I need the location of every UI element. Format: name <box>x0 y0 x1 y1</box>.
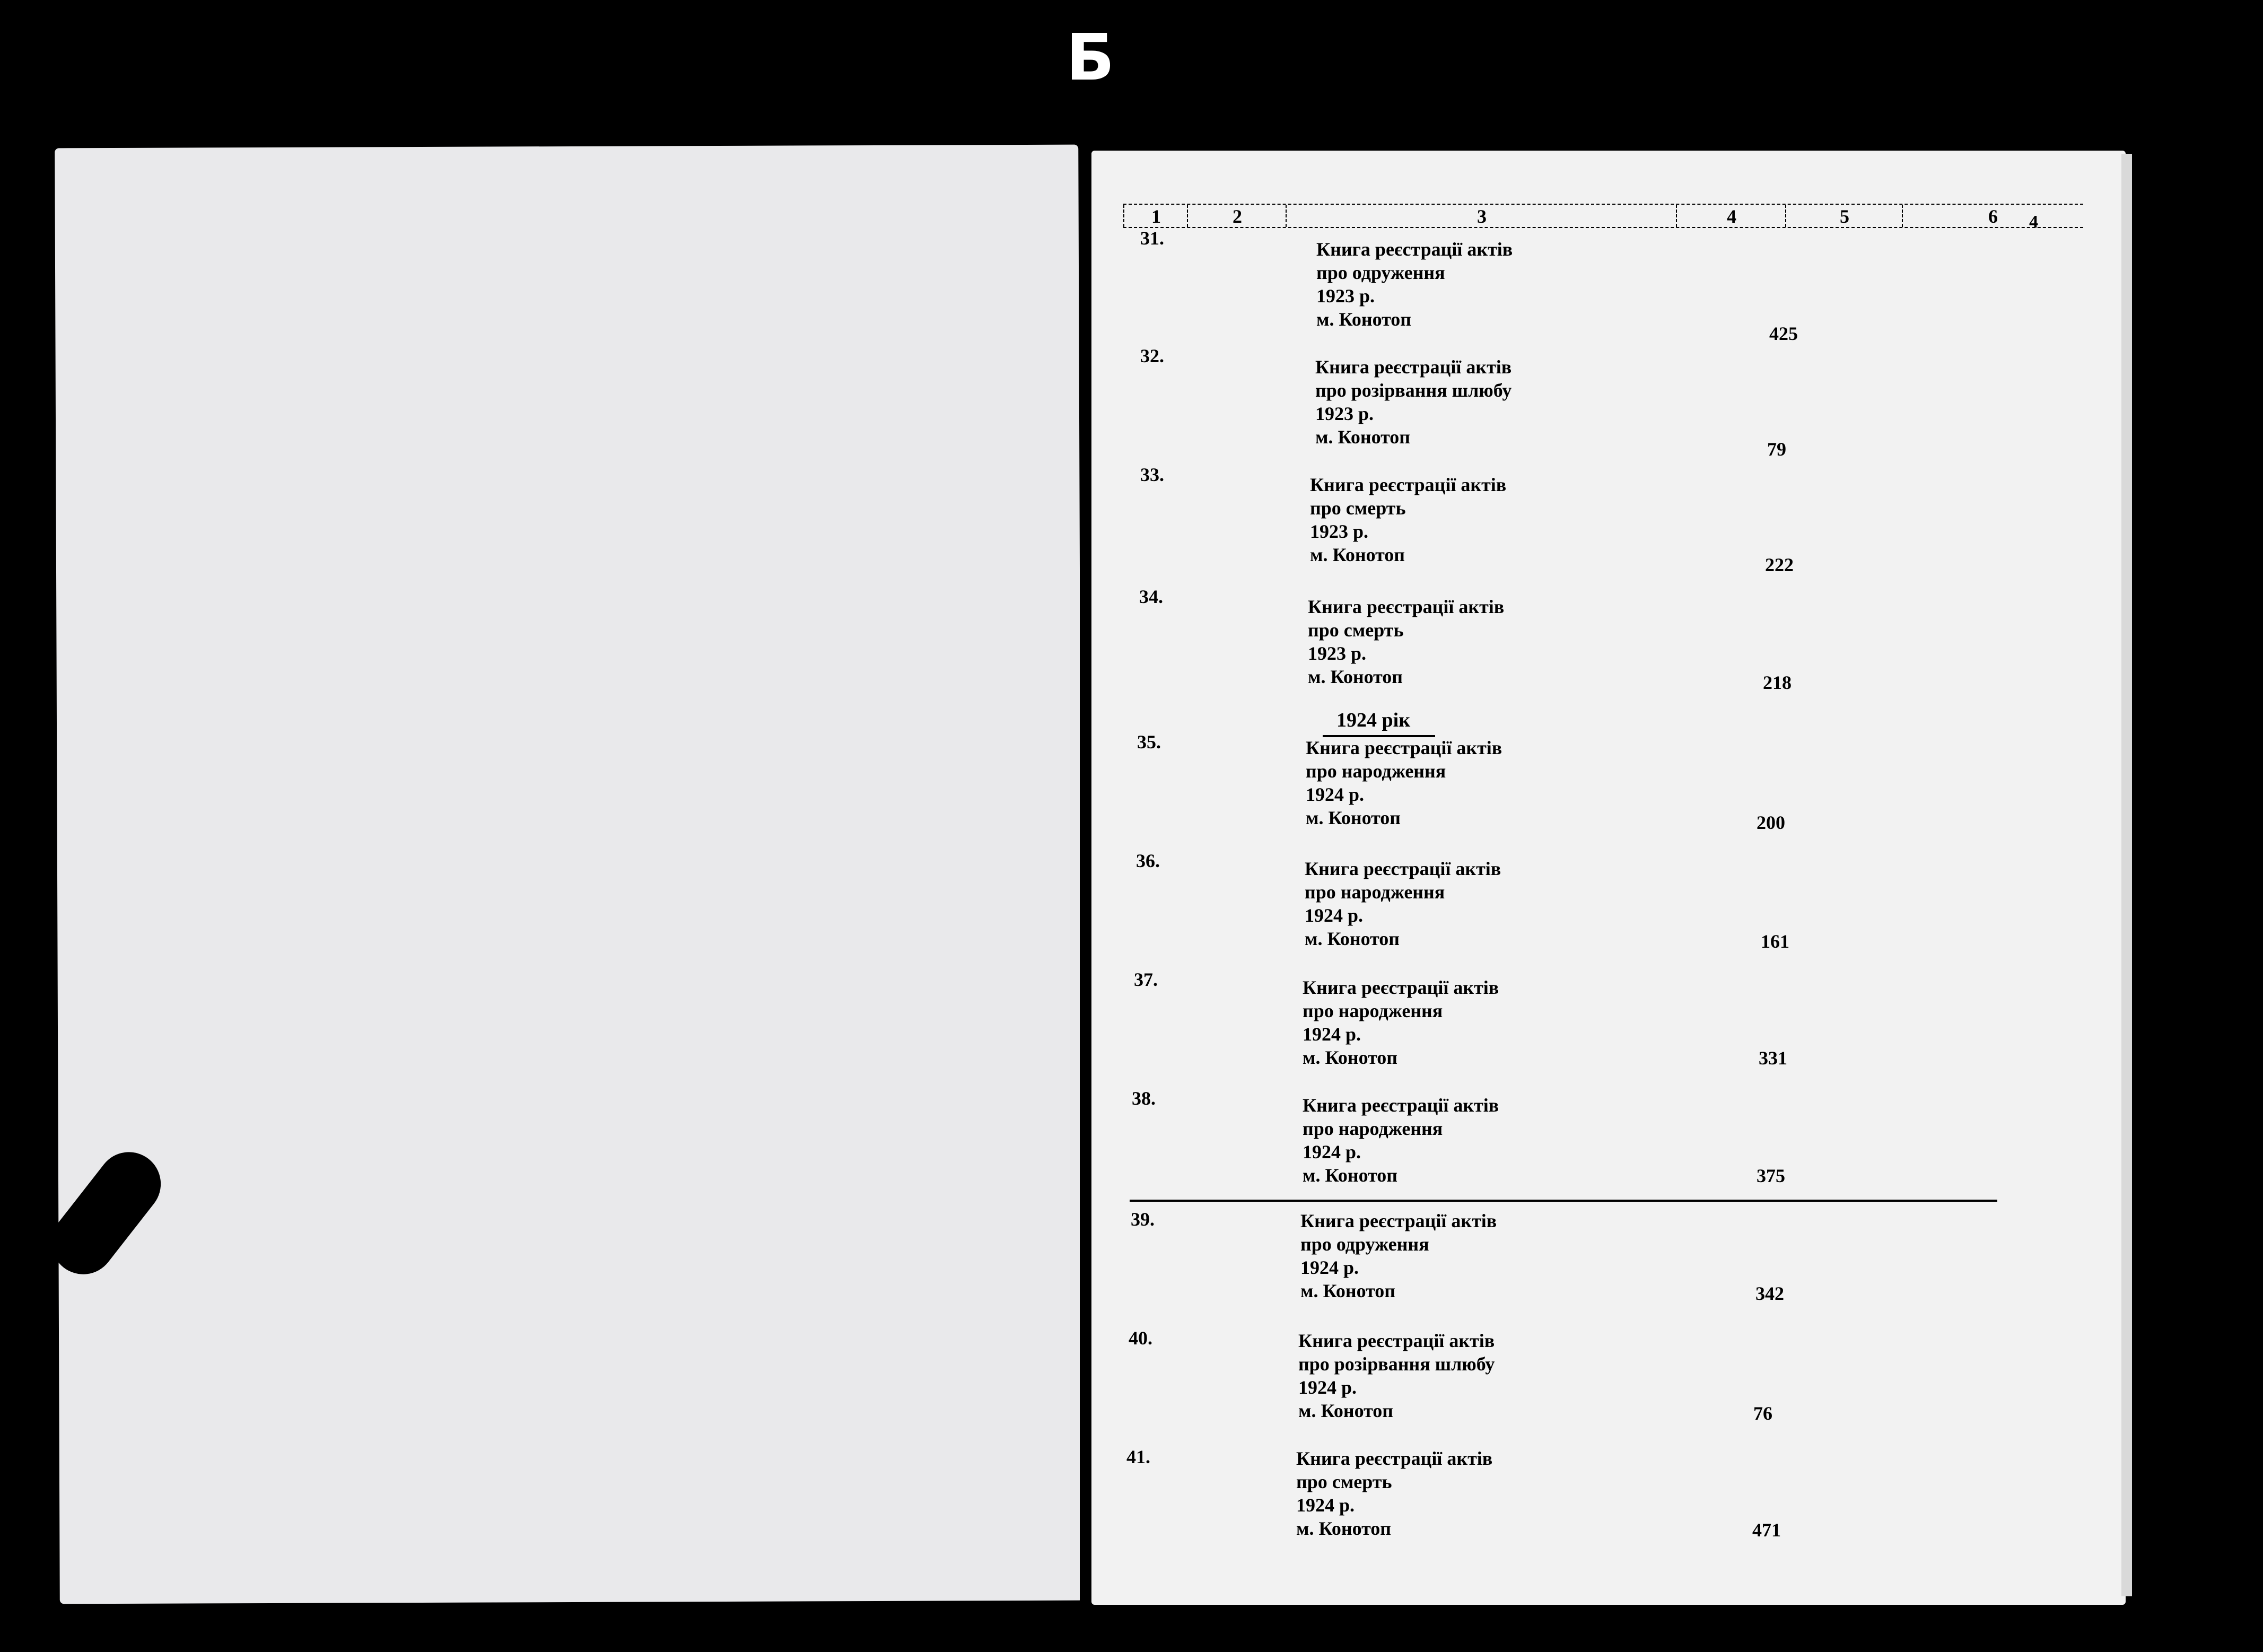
desc-line: 1924 р. <box>1303 1024 1361 1045</box>
desc-line: Книга реєстрації актів <box>1303 1095 1499 1116</box>
col-5-header: 5 <box>1785 205 1903 227</box>
row-pages: 200 <box>1757 812 1785 833</box>
desc-line: м. Конотоп <box>1298 1400 1394 1421</box>
desc-line: м. Конотоп <box>1316 309 1412 330</box>
desc-line: про одруження <box>1316 262 1445 283</box>
desc-line: 1923 р. <box>1315 403 1374 424</box>
desc-line: про смерть <box>1296 1471 1392 1492</box>
desc-line: 1923 р. <box>1310 521 1369 542</box>
row-pages: 425 <box>1769 323 1798 344</box>
row-number: 39. <box>1131 1209 1155 1230</box>
row-pages: 218 <box>1763 672 1792 693</box>
row-pages: 471 <box>1752 1519 1781 1541</box>
col-6-header: 6 <box>1902 205 2083 227</box>
row-description <box>1303 1094 1499 1187</box>
col-2-header: 2 <box>1187 205 1287 227</box>
desc-line: Книга реєстрації актів <box>1308 596 1505 617</box>
row-description <box>1308 595 1504 688</box>
desc-line: м. Конотоп <box>1305 928 1400 949</box>
desc-line: про одруження <box>1300 1234 1429 1255</box>
desc-line: Книга реєстрації актів <box>1315 356 1512 378</box>
desc-line: Книга реєстрації актів <box>1296 1448 1493 1469</box>
row-description <box>1315 355 1511 449</box>
desc-line: Книга реєстрації актів <box>1298 1330 1495 1351</box>
desc-line: про народження <box>1303 1000 1443 1021</box>
row-number: 33. <box>1140 464 1164 485</box>
desc-line: 1924 р. <box>1306 784 1365 805</box>
left-page-reverse-side <box>55 145 1084 1604</box>
row-number: 36. <box>1136 850 1160 871</box>
page-edge <box>2121 154 2132 1596</box>
row-pages: 76 <box>1753 1403 1772 1424</box>
row-pages: 161 <box>1761 931 1789 952</box>
col-4-header: 4 <box>1676 205 1786 227</box>
row-number: 31. <box>1140 228 1164 249</box>
desc-line: м. Конотоп <box>1296 1518 1392 1539</box>
desc-line: Книга реєстрації актів <box>1303 977 1499 998</box>
row-pages: 375 <box>1757 1165 1785 1186</box>
desc-line: м. Конотоп <box>1306 807 1401 828</box>
row-description <box>1296 1447 1492 1540</box>
desc-line: 1924 р. <box>1298 1377 1357 1398</box>
desc-line: 1923 р. <box>1308 643 1367 664</box>
desc-line: м. Конотоп <box>1300 1280 1396 1301</box>
desc-line: про розірвання шлюбу <box>1315 380 1512 401</box>
row-description <box>1306 736 1502 829</box>
book-spine <box>1080 143 1093 1607</box>
row-description <box>1316 238 1513 331</box>
row-number: 41. <box>1126 1446 1150 1467</box>
desc-line: 1924 р. <box>1303 1141 1361 1162</box>
row-pages: 222 <box>1765 554 1794 575</box>
desc-line: про народження <box>1305 881 1445 903</box>
desc-line: про смерть <box>1310 497 1406 519</box>
desc-line: м. Конотоп <box>1303 1047 1398 1068</box>
row-description <box>1310 473 1506 566</box>
row-pages: 331 <box>1759 1047 1787 1069</box>
col-4-extra-header: 4 <box>2029 212 2038 232</box>
year-heading: 1924 рік <box>1336 709 1411 731</box>
desc-line: Книга реєстрації актів <box>1305 858 1501 879</box>
desc-line: Книга реєстрації актів <box>1300 1210 1497 1231</box>
desc-line: про смерть <box>1308 619 1404 641</box>
row-description <box>1305 857 1501 950</box>
col-1-header: 1 <box>1123 205 1188 227</box>
desc-line: 1923 р. <box>1316 285 1375 307</box>
row-description <box>1303 976 1499 1069</box>
row-description <box>1300 1209 1497 1303</box>
desc-line: про розірвання шлюбу <box>1298 1353 1495 1375</box>
row-number: 34. <box>1139 586 1163 607</box>
row-number: 37. <box>1134 969 1158 990</box>
desc-line: м. Конотоп <box>1303 1165 1398 1186</box>
desc-line: про народження <box>1306 761 1446 782</box>
desc-line: м. Конотоп <box>1308 666 1403 687</box>
desc-line: 1924 р. <box>1300 1257 1359 1278</box>
row-number: 38. <box>1132 1088 1156 1109</box>
row-number: 40. <box>1129 1327 1152 1349</box>
desc-line: про народження <box>1303 1118 1443 1139</box>
desc-line: м. Конотоп <box>1310 544 1405 565</box>
desc-line: 1924 р. <box>1305 905 1364 926</box>
row-number: 35. <box>1137 731 1161 753</box>
desc-line: Книга реєстрації актів <box>1306 737 1502 758</box>
row-description <box>1298 1329 1495 1422</box>
row-number: 32. <box>1140 345 1164 366</box>
desc-line: Книга реєстрації актів <box>1310 474 1507 495</box>
right-page <box>1091 151 2126 1605</box>
col-3-header: 3 <box>1286 205 1677 227</box>
row-pages: 79 <box>1767 439 1786 460</box>
row-pages: 342 <box>1755 1283 1784 1304</box>
desc-line: м. Конотоп <box>1315 426 1411 448</box>
table-header <box>1123 204 2083 228</box>
desc-line: 1924 р. <box>1296 1494 1355 1516</box>
desc-line: Книга реєстрації актів <box>1316 239 1513 260</box>
separator-line <box>1130 1200 1997 1202</box>
scan-mark: Б <box>1066 21 1116 95</box>
